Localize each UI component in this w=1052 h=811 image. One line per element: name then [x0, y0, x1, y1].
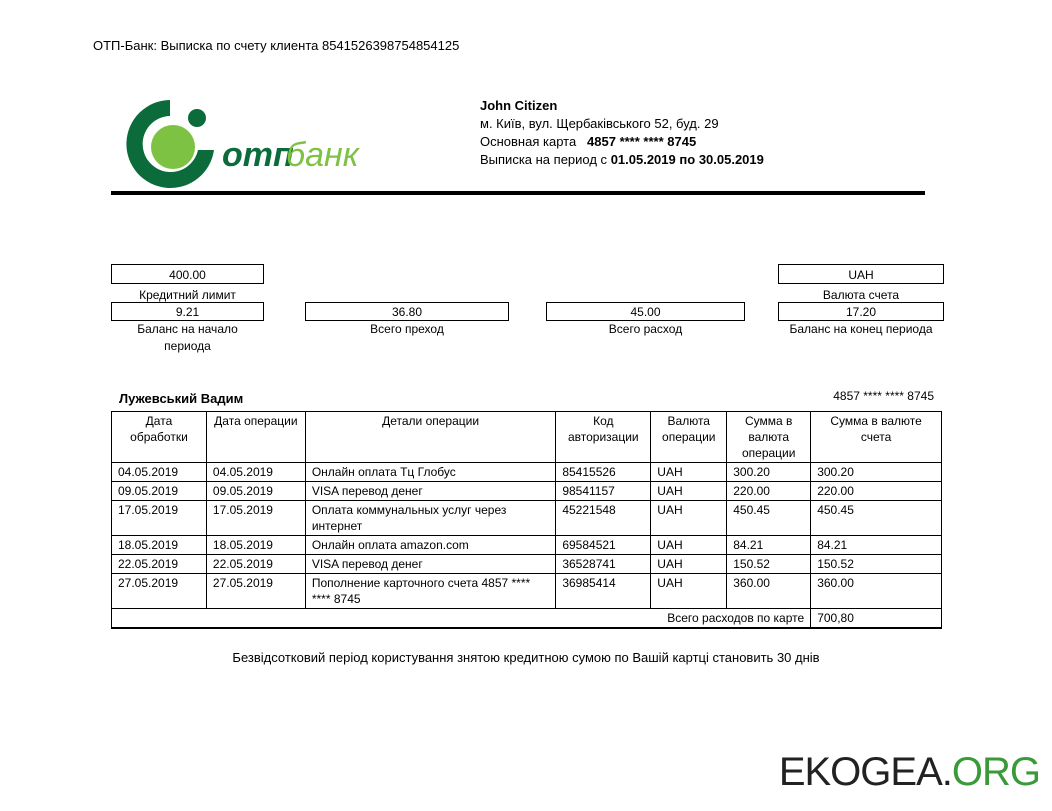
total-value: 700,80	[811, 609, 942, 629]
period-line	[480, 151, 764, 169]
table-cell: 150.52	[727, 555, 811, 574]
column-header: Дата операции	[206, 412, 305, 463]
end-balance-value: 17.20	[778, 302, 944, 321]
watermark: EKOGEA.ORG	[778, 750, 1040, 794]
transactions-table	[111, 411, 942, 629]
table-row	[112, 555, 942, 574]
table-row	[112, 482, 942, 501]
svg-text:отп: отп	[222, 136, 294, 174]
table-cell: 22.05.2019	[112, 555, 207, 574]
table-row	[112, 463, 942, 482]
credit-limit-value: 400.00	[111, 264, 264, 284]
card-holder-card: 4857 **** **** 8745	[833, 389, 934, 403]
table-cell: UAH	[651, 536, 727, 555]
otp-bank-logo	[122, 96, 382, 192]
period-to-label: по	[679, 152, 696, 167]
currency-label: Валюта счета	[822, 288, 900, 302]
table-cell: 09.05.2019	[112, 482, 207, 501]
table-cell: 45221548	[556, 501, 651, 536]
table-cell: 300.20	[727, 463, 811, 482]
table-header-row	[112, 412, 942, 463]
table-cell: 360.00	[811, 574, 942, 609]
column-header: Дата обработки	[112, 412, 207, 463]
table-cell: 04.05.2019	[206, 463, 305, 482]
table-cell: 18.05.2019	[112, 536, 207, 555]
table-cell: 300.20	[811, 463, 942, 482]
table-cell: VISA перевод денег	[305, 482, 556, 501]
table-cell: 36528741	[556, 555, 651, 574]
table-cell: 04.05.2019	[112, 463, 207, 482]
column-header: Валюта операции	[651, 412, 727, 463]
total-row	[112, 609, 942, 629]
card-label: Основная карта	[480, 134, 577, 149]
table-cell: Онлайн оплата amazon.com	[305, 536, 556, 555]
table-cell: 09.05.2019	[206, 482, 305, 501]
income-label: Всего преход	[370, 322, 444, 336]
table-cell: Онлайн оплата Тц Глобус	[305, 463, 556, 482]
svg-text:банк: банк	[286, 136, 359, 174]
table-row	[112, 574, 942, 609]
period-to: 30.05.2019	[698, 152, 764, 167]
table-cell: 220.00	[727, 482, 811, 501]
table-cell: 27.05.2019	[112, 574, 207, 609]
table-cell: UAH	[651, 463, 727, 482]
expense-label: Всего расход	[608, 322, 683, 336]
table-cell: 360.00	[727, 574, 811, 609]
column-header: Сумма в валюта операции	[727, 412, 811, 463]
period-label: Выписка на период с	[480, 152, 608, 167]
table-cell: 69584521	[556, 536, 651, 555]
card-line	[480, 133, 764, 151]
end-balance-label: Баланс на конец периода	[789, 322, 933, 336]
table-cell: 84.21	[811, 536, 942, 555]
table-row	[112, 501, 942, 536]
table-cell: UAH	[651, 555, 727, 574]
total-label: Всего расходов по карте	[112, 609, 811, 629]
table-cell: 150.52	[811, 555, 942, 574]
start-balance-value: 9.21	[111, 302, 264, 321]
client-address: м. Київ, вул. Щербаківського 52, буд. 29	[480, 116, 719, 131]
table-row	[112, 536, 942, 555]
table-cell: 220.00	[811, 482, 942, 501]
currency-value: UAH	[778, 264, 944, 284]
table-cell: 27.05.2019	[206, 574, 305, 609]
card-holder-name: Лужевський Вадим	[119, 391, 244, 406]
table-cell: 85415526	[556, 463, 651, 482]
table-cell: 98541157	[556, 482, 651, 501]
credit-limit-label: Кредитний лимит	[139, 288, 236, 302]
table-cell: 22.05.2019	[206, 555, 305, 574]
column-header: Детали операции	[305, 412, 556, 463]
table-cell: VISA перевод денег	[305, 555, 556, 574]
column-header: Сумма в валюте счета	[811, 412, 942, 463]
footer-note: Безвідсотковий період користування знятою кредитною сумою по Вашій картці становить 30 днів	[232, 650, 820, 665]
card-number: 4857 **** **** 8745	[587, 134, 697, 149]
table-cell: 450.45	[811, 501, 942, 536]
period-from: 01.05.2019	[610, 152, 676, 167]
table-cell: UAH	[651, 482, 727, 501]
header-divider	[111, 191, 925, 195]
expense-value: 45.00	[546, 302, 745, 321]
table-cell: 17.05.2019	[112, 501, 207, 536]
client-info	[480, 97, 764, 169]
statement-title: ОТП-Банк: Выписка по счету клиента 8541526398754854125	[93, 38, 460, 53]
client-name: John Citizen	[480, 98, 558, 113]
income-value: 36.80	[305, 302, 509, 321]
table-cell: UAH	[651, 574, 727, 609]
table-cell: UAH	[651, 501, 727, 536]
table-cell: Оплата коммунальных услуг через интернет	[305, 501, 556, 536]
table-cell: 18.05.2019	[206, 536, 305, 555]
table-cell: 36985414	[556, 574, 651, 609]
column-header: Код авторизации	[556, 412, 651, 463]
table-cell: Пополнение карточного счета 4857 **** **** 8745	[305, 574, 556, 609]
table-cell: 17.05.2019	[206, 501, 305, 536]
start-balance-label: Баланс на начало периода	[137, 322, 238, 353]
table-cell: 450.45	[727, 501, 811, 536]
table-cell: 84.21	[727, 536, 811, 555]
